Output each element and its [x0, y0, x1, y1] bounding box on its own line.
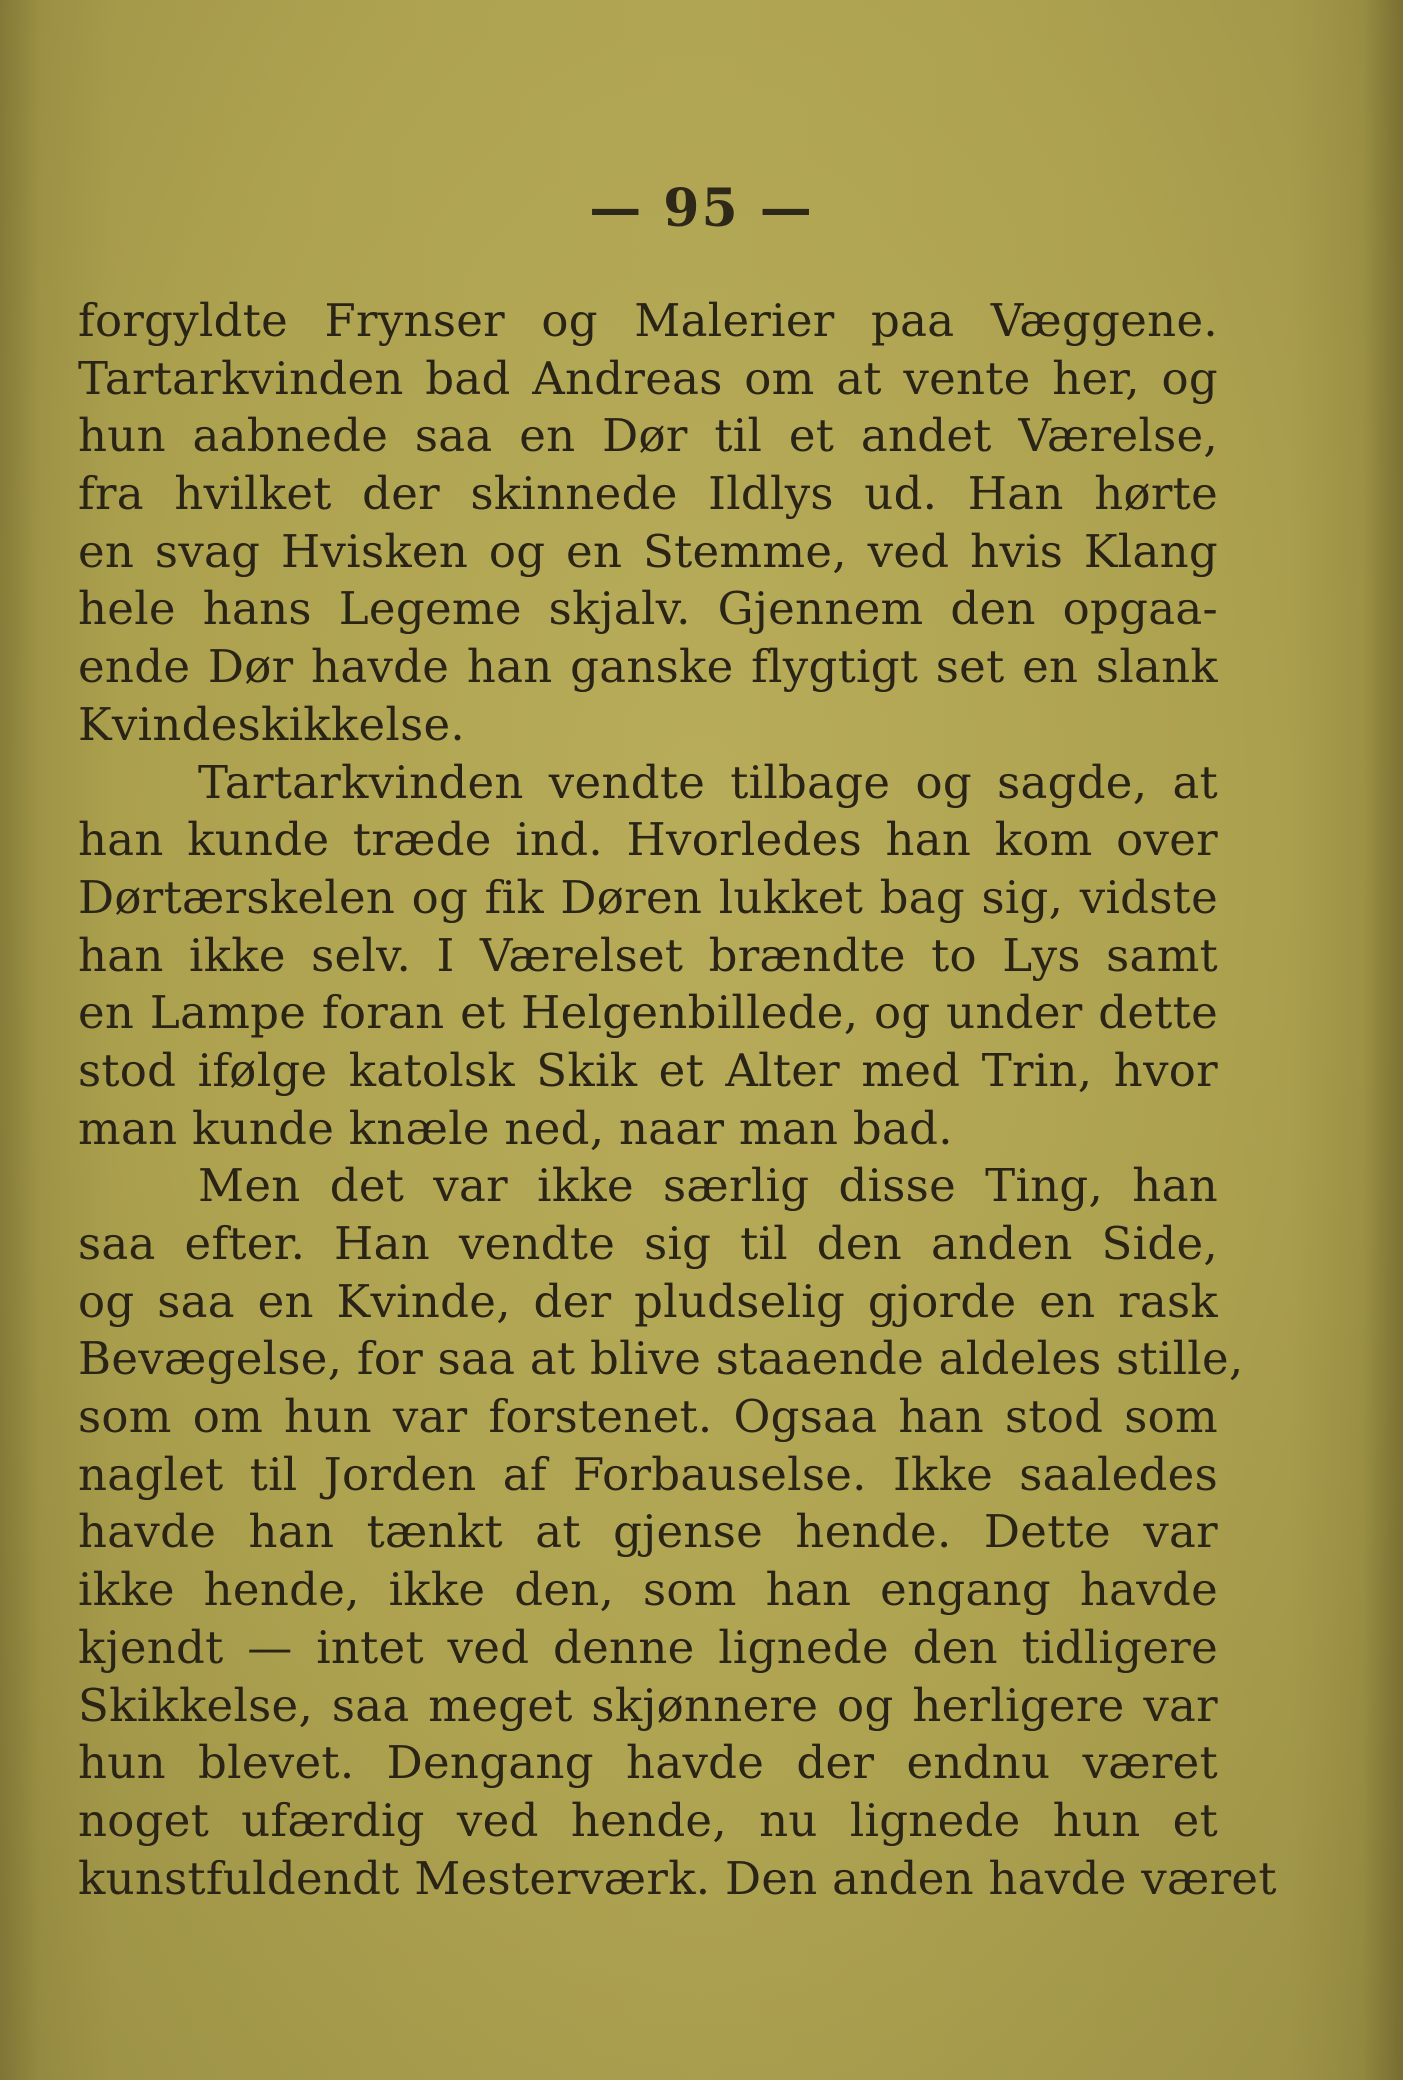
text-line: kunstfuldendt Mesterværk. Den anden havde været — [78, 1851, 1277, 1905]
text-line: hun aabnede saa en Dør til et andet Værelse, — [78, 409, 1218, 463]
text-line: og saa en Kvinde, der pludselig gjorde en rask — [78, 1274, 1218, 1328]
text-line: som om hun var forstenet. Ogsaa han stod som — [78, 1390, 1218, 1444]
text-line: ikke hende, ikke den, som han engang havde — [78, 1563, 1218, 1617]
text-line: man kunde knæle ned, naar man bad. — [78, 1101, 953, 1155]
text-line: saa efter. Han vendte sig til den anden Side, — [78, 1217, 1218, 1270]
text-line: Kvindeskikkelse. — [78, 697, 465, 751]
page-number: — 95 — — [589, 178, 814, 239]
text-line: ende Dør havde han ganske flygtigt set en slank — [78, 640, 1218, 694]
text-line: Men det var ikke særlig disse Ting, han — [198, 1159, 1218, 1213]
text-line: naglet til Jorden af Forbauselse. Ikke saaledes — [78, 1447, 1218, 1501]
page-edge-left — [0, 0, 40, 2080]
text-line: en svag Hvisken og en Stemme, ved hvis Klang — [78, 524, 1218, 578]
text-line: hele hans Legeme skjalv. Gjennem den opgaa- — [78, 582, 1218, 636]
text-line: forgyldte Frynser og Malerier paa Væggene. — [78, 294, 1218, 347]
text-line: Bevægelse, for saa at blive staaende aldeles stille, — [78, 1332, 1244, 1386]
text-line: havde han tænkt at gjense hende. Dette var — [78, 1505, 1218, 1559]
page-edge-right — [1363, 0, 1403, 2080]
text-line: Tartarkvinden bad Andreas om at vente her, og — [78, 351, 1218, 405]
text-line: noget ufærdig ved hende, nu lignede hun et — [78, 1793, 1218, 1847]
text-line: hun blevet. Dengang havde der endnu været — [78, 1736, 1218, 1790]
text-line: fra hvilket der skinnede Ildlys ud. Han hørte — [78, 467, 1218, 521]
text-line: kjendt — intet ved denne lignede den tidligere — [78, 1620, 1218, 1674]
body-text — [78, 292, 1277, 1907]
text-line: Skikkelse, saa meget skjønnere og herligere var — [78, 1678, 1218, 1732]
text-line: Tartarkvinden vendte tilbage og sagde, at — [198, 755, 1218, 809]
text-line: han ikke selv. I Værelset brændte to Lys samt — [78, 928, 1218, 982]
text-line: Dørtærskelen og fik Døren lukket bag sig, vidste — [78, 870, 1218, 924]
text-line: stod ifølge katolsk Skik et Alter med Trin, hvor — [78, 1043, 1218, 1097]
text-line: han kunde træde ind. Hvorledes han kom over — [78, 813, 1218, 867]
text-line: en Lampe foran et Helgenbillede, og under dette — [78, 986, 1218, 1040]
